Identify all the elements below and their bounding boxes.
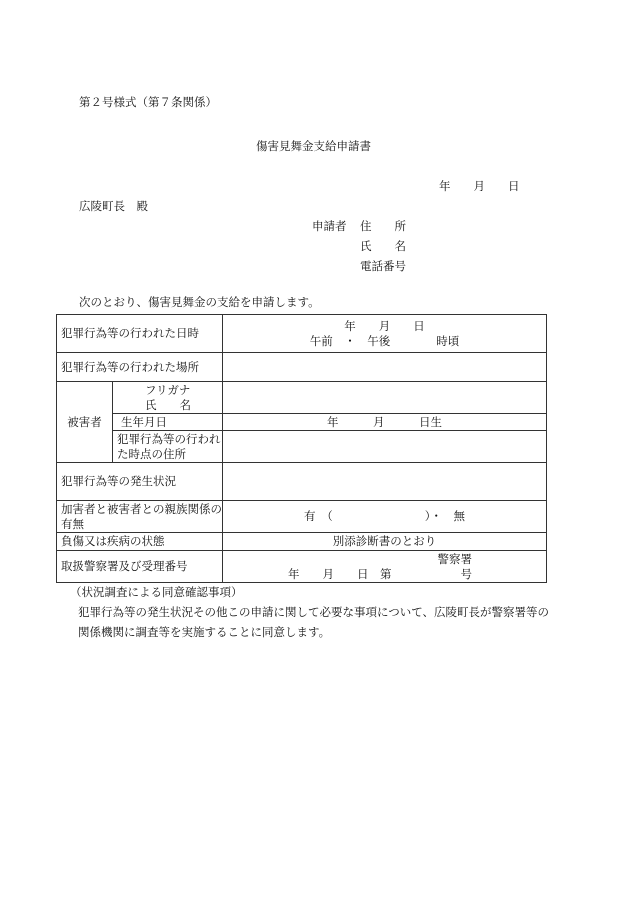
form-number: 第２号様式（第７条関係） bbox=[79, 95, 217, 109]
police-field[interactable] bbox=[223, 551, 547, 583]
application-table bbox=[56, 314, 547, 583]
row-police bbox=[57, 551, 547, 583]
dob-field[interactable]: 年 月 日生 bbox=[223, 414, 547, 431]
address-at-time-field[interactable] bbox=[223, 431, 547, 463]
injury-field[interactable]: 別添診断書のとおり bbox=[223, 533, 547, 551]
dob-label: 生年月日 bbox=[113, 414, 223, 431]
application-date: 年 月 日 bbox=[439, 179, 520, 193]
address-at-time-label: 犯罪行為等の行われた時点の住所 bbox=[113, 431, 223, 463]
relationship-label: 加害者と被害者との親族関係の有無 bbox=[57, 501, 223, 533]
victim-label: 被害者 bbox=[57, 382, 113, 463]
row-dob bbox=[57, 414, 547, 431]
row-relationship bbox=[57, 501, 547, 533]
addressee: 広陵町長 殿 bbox=[79, 199, 148, 213]
relationship-field[interactable]: 有 （ ）・ 無 bbox=[223, 501, 547, 533]
consent-body: 犯罪行為等の発生状況その他この申請に関して必要な事項について、広陵町長が警察署等の関係機関に調査等を実施することに同意します。 bbox=[78, 605, 550, 639]
datetime-time: 午前 ・ 午後 時頃 bbox=[309, 333, 460, 348]
applicant-phone-label: 電話番号 bbox=[360, 259, 406, 273]
police-station: 警察署 bbox=[437, 551, 472, 566]
circumstances-field[interactable] bbox=[223, 463, 547, 501]
injury-label: 負傷又は疾病の状態 bbox=[57, 533, 223, 551]
row-place bbox=[57, 353, 547, 382]
datetime-label: 犯罪行為等の行われた日時 bbox=[57, 315, 223, 353]
row-datetime bbox=[57, 315, 547, 353]
datetime-field[interactable] bbox=[223, 315, 547, 353]
row-injury bbox=[57, 533, 547, 551]
name-label: 氏 名 bbox=[145, 397, 191, 412]
place-field[interactable] bbox=[223, 353, 547, 382]
row-victim-address bbox=[57, 431, 547, 463]
consent-heading: （状況調査による同意確認事項） bbox=[70, 585, 243, 599]
document-title: 傷害見舞金支給申請書 bbox=[256, 139, 371, 153]
furigana-label: フリガナ bbox=[145, 382, 191, 397]
victim-name-field[interactable] bbox=[223, 382, 547, 414]
police-label: 取扱警察署及び受理番号 bbox=[57, 551, 223, 583]
victim-name-label bbox=[113, 382, 223, 414]
row-victim-name bbox=[57, 382, 547, 414]
circumstances-label: 犯罪行為等の発生状況 bbox=[57, 463, 223, 501]
row-circumstances bbox=[57, 463, 547, 501]
intro-text: 次のとおり、傷害見舞金の支給を申請します。 bbox=[79, 295, 320, 309]
place-label: 犯罪行為等の行われた場所 bbox=[57, 353, 223, 382]
applicant-address-label: 住 所 bbox=[360, 219, 406, 233]
datetime-date: 年 月 日 bbox=[344, 318, 425, 333]
police-number: 年 月 日 第 号 bbox=[288, 566, 472, 581]
applicant-name-label: 氏 名 bbox=[360, 239, 406, 253]
applicant-label: 申請者 bbox=[312, 219, 347, 233]
